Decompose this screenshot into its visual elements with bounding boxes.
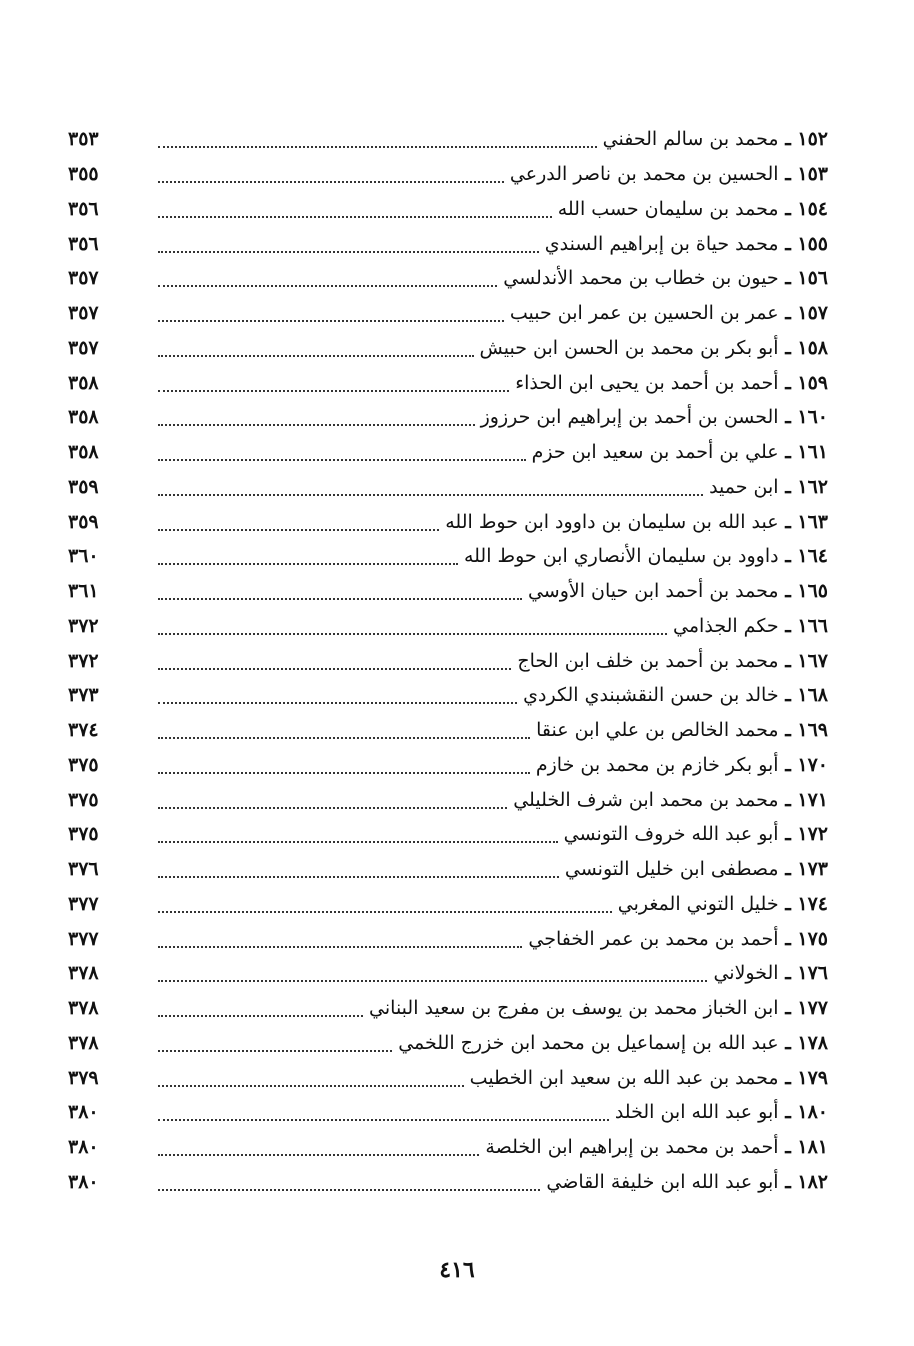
- entry-number: ١٨٠: [797, 1101, 828, 1124]
- dot-leader: [158, 424, 475, 426]
- dot-leader: [158, 146, 597, 148]
- entry-number: ١٧٨: [797, 1031, 828, 1054]
- entry-page-number: ٣٥٧: [68, 302, 99, 325]
- entry-page-number: ٣٧٧: [68, 927, 99, 950]
- toc-entry-text: [532, 441, 828, 463]
- entry-title: أبو عبد الله ابن خليفة القاضي: [546, 1170, 779, 1193]
- dot-leader: [158, 1154, 479, 1156]
- entry-separator: ـ: [778, 858, 798, 881]
- entry-title: داوود بن سليمان الأنصاري ابن حوط الله: [463, 545, 779, 568]
- entry-number: ١٥٢: [797, 128, 828, 151]
- entry-number: ١٦١: [797, 441, 828, 464]
- toc-entry: [68, 504, 828, 539]
- toc-entry: [68, 643, 828, 678]
- entry-title: ابن حميد: [709, 475, 779, 498]
- toc-entry: [68, 296, 828, 331]
- entry-separator: ـ: [778, 614, 798, 637]
- entry-title: أبو عبد الله خروف التونسي: [563, 823, 779, 846]
- toc-entry: [68, 1130, 828, 1165]
- entry-separator: ـ: [778, 1031, 798, 1054]
- entry-separator: ـ: [778, 302, 798, 325]
- table-of-contents: [68, 122, 828, 1199]
- entry-separator: ـ: [778, 336, 798, 359]
- toc-entry: [68, 713, 828, 748]
- entry-title: أحمد بن محمد بن إبراهيم ابن الخلصة: [485, 1136, 779, 1159]
- entry-page-number: ٣٧٩: [68, 1066, 99, 1089]
- toc-entry: [68, 122, 828, 157]
- entry-title: عبد الله بن إسماعيل بن محمد ابن خزرج اللخمي: [398, 1031, 779, 1054]
- dot-leader: [158, 841, 558, 843]
- entry-page-number: ٣٥٧: [68, 336, 99, 359]
- entry-number: ١٨١: [797, 1136, 828, 1159]
- page-number: ٤١٦: [439, 1257, 475, 1283]
- dot-leader: [158, 807, 507, 809]
- entry-page-number: ٣٥٦: [68, 232, 99, 255]
- toc-entry: [68, 1095, 828, 1130]
- dot-leader: [158, 633, 667, 635]
- entry-number: ١٧٢: [797, 823, 828, 846]
- toc-entry: [68, 261, 828, 296]
- dot-leader: [158, 980, 707, 982]
- entry-page-number: ٣٦١: [68, 580, 99, 603]
- entry-title: محمد بن محمد ابن شرف الخليلي: [513, 788, 779, 811]
- entry-number: ١٥٣: [797, 163, 828, 186]
- entry-page-number: ٣٨٠: [68, 1101, 99, 1124]
- entry-separator: ـ: [778, 1066, 798, 1089]
- toc-entry-text: [546, 1171, 828, 1193]
- toc-entry-text: [523, 684, 828, 706]
- toc-entry: [68, 157, 828, 192]
- dot-leader: [158, 946, 522, 948]
- entry-separator: ـ: [778, 371, 798, 394]
- entry-title: خالد بن حسن النقشبندي الكردي: [523, 684, 779, 707]
- entry-separator: ـ: [778, 441, 798, 464]
- entry-separator: ـ: [778, 545, 798, 568]
- toc-entry-text: [528, 580, 828, 602]
- dot-leader: [158, 563, 458, 565]
- toc-entry-text: [673, 615, 828, 637]
- entry-page-number: ٣٥٩: [68, 475, 99, 498]
- toc-entry: [68, 782, 828, 817]
- entry-page-number: ٣٧٥: [68, 753, 99, 776]
- entry-page-number: ٣٥٩: [68, 510, 99, 533]
- dot-leader: [158, 181, 504, 183]
- dot-leader: [158, 390, 509, 392]
- entry-separator: ـ: [778, 997, 798, 1020]
- entry-number: ١٧٠: [797, 753, 828, 776]
- entry-separator: ـ: [778, 510, 798, 533]
- entry-number: ١٧٣: [797, 858, 828, 881]
- entry-number: ١٦٦: [797, 614, 828, 637]
- toc-entry-text: [709, 476, 828, 498]
- toc-entry-text: [615, 1101, 828, 1123]
- dot-leader: [158, 737, 530, 739]
- dot-leader: [158, 355, 474, 357]
- entry-separator: ـ: [778, 719, 798, 742]
- entry-title: محمد بن أحمد بن خلف ابن الحاج: [517, 649, 779, 672]
- dot-leader: [158, 911, 612, 913]
- entry-separator: ـ: [778, 267, 798, 290]
- toc-entry-text: [445, 511, 828, 533]
- toc-entry-text: [528, 928, 828, 950]
- entry-title: عبد الله بن سليمان بن داوود ابن حوط الله: [445, 510, 779, 533]
- entry-page-number: ٣٧٨: [68, 1031, 99, 1054]
- toc-entry-text: [536, 754, 828, 776]
- toc-entry-text: [510, 302, 828, 324]
- toc-entry: [68, 331, 828, 366]
- toc-entry-text: [545, 233, 828, 255]
- toc-entry-text: [464, 545, 828, 567]
- entry-number: ١٧٧: [797, 997, 828, 1020]
- entry-title: أبو عبد الله ابن الخلد: [614, 1101, 779, 1124]
- entry-title: محمد الخالص بن علي ابن عنقا: [536, 719, 779, 742]
- entry-page-number: ٣٥٣: [68, 128, 99, 151]
- entry-number: ١٥٨: [797, 336, 828, 359]
- entry-page-number: ٣٥٧: [68, 267, 99, 290]
- entry-page-number: ٣٥٥: [68, 163, 99, 186]
- dot-leader: [158, 216, 552, 218]
- entry-title: أحمد بن أحمد بن يحيى ابن الحذاء: [515, 371, 779, 394]
- toc-entry: [68, 991, 828, 1026]
- toc-entry-text: [558, 198, 828, 220]
- toc-entry: [68, 609, 828, 644]
- entry-title: حكم الجذامي: [673, 614, 779, 637]
- entry-title: محمد بن عبد الله بن سعيد ابن الخطيب: [469, 1066, 779, 1089]
- dot-leader: [158, 494, 703, 496]
- toc-entry-text: [564, 823, 828, 845]
- entry-number: ١٧٦: [797, 962, 828, 985]
- toc-entry: [68, 1060, 828, 1095]
- entry-number: ١٥٤: [797, 197, 828, 220]
- toc-entry-text: [603, 128, 828, 150]
- entry-separator: ـ: [778, 962, 798, 985]
- entry-separator: ـ: [778, 406, 798, 429]
- entry-title: محمد بن سليمان حسب الله: [557, 197, 779, 220]
- entry-separator: ـ: [778, 128, 798, 151]
- entry-page-number: ٣٧٧: [68, 892, 99, 915]
- toc-entry-text: [485, 1136, 828, 1158]
- dot-leader: [158, 772, 530, 774]
- entry-number: ١٥٧: [797, 302, 828, 325]
- toc-entry: [68, 678, 828, 713]
- toc-entry-text: [470, 1067, 828, 1089]
- dot-leader: [158, 668, 511, 670]
- entry-separator: ـ: [778, 580, 798, 603]
- entry-number: ١٥٦: [797, 267, 828, 290]
- toc-entry: [68, 574, 828, 609]
- entry-separator: ـ: [778, 927, 798, 950]
- dot-leader: [158, 876, 559, 878]
- entry-page-number: ٣٧٤: [68, 719, 99, 742]
- entry-separator: ـ: [778, 1101, 798, 1124]
- entry-number: ١٧١: [797, 788, 828, 811]
- entry-number: ١٦٠: [797, 406, 828, 429]
- dot-leader: [158, 1015, 363, 1017]
- toc-entry-text: [480, 337, 828, 359]
- entry-page-number: ٣٦٠: [68, 545, 99, 568]
- toc-entry: [68, 400, 828, 435]
- entry-separator: ـ: [778, 892, 798, 915]
- entry-separator: ـ: [778, 1170, 798, 1193]
- toc-entry: [68, 887, 828, 922]
- toc-entry: [68, 1026, 828, 1061]
- entry-title: حيون بن خطاب بن محمد الأندلسي: [503, 267, 779, 290]
- entry-separator: ـ: [778, 823, 798, 846]
- dot-leader: [158, 598, 522, 600]
- entry-number: ١٦٥: [797, 580, 828, 603]
- entry-page-number: ٣٧٥: [68, 823, 99, 846]
- toc-entry-text: [618, 893, 828, 915]
- toc-entry-text: [398, 1032, 828, 1054]
- entry-number: ١٧٥: [797, 927, 828, 950]
- entry-number: ١٥٥: [797, 232, 828, 255]
- toc-entry-text: [713, 962, 828, 984]
- toc-entry: [68, 470, 828, 505]
- toc-entry: [68, 748, 828, 783]
- entry-separator: ـ: [778, 197, 798, 220]
- entry-number: ١٧٤: [797, 892, 828, 915]
- toc-entry: [68, 435, 828, 470]
- entry-number: ١٧٩: [797, 1066, 828, 1089]
- entry-number: ١٦٩: [797, 719, 828, 742]
- toc-entry-text: [369, 997, 828, 1019]
- entry-separator: ـ: [778, 684, 798, 707]
- dot-leader: [158, 285, 497, 287]
- entry-title: خليل التوني المغربي: [617, 892, 779, 915]
- toc-entry: [68, 921, 828, 956]
- entry-title: الخولاني: [713, 962, 779, 985]
- entry-title: ابن الخباز محمد بن يوسف بن مفرج بن سعيد البناني: [369, 997, 779, 1020]
- entry-page-number: ٣٨٠: [68, 1170, 99, 1193]
- toc-entry: [68, 817, 828, 852]
- entry-separator: ـ: [778, 232, 798, 255]
- entry-title: محمد بن أحمد ابن حيان الأوسي: [527, 580, 779, 603]
- dot-leader: [158, 529, 439, 531]
- entry-page-number: ٣٧٣: [68, 684, 99, 707]
- entry-separator: ـ: [778, 649, 798, 672]
- entry-separator: ـ: [778, 475, 798, 498]
- entry-title: أبو بكر بن محمد بن الحسن ابن حبيش: [479, 336, 779, 359]
- entry-number: ١٦٢: [797, 475, 828, 498]
- toc-entry-text: [536, 719, 828, 741]
- entry-page-number: ٣٥٦: [68, 197, 99, 220]
- dot-leader: [158, 1050, 392, 1052]
- entry-page-number: ٣٨٠: [68, 1136, 99, 1159]
- entry-separator: ـ: [778, 163, 798, 186]
- entry-number: ١٦٨: [797, 684, 828, 707]
- entry-number: ١٦٤: [797, 545, 828, 568]
- toc-entry-text: [503, 267, 828, 289]
- entry-separator: ـ: [778, 753, 798, 776]
- entry-title: محمد حياة بن إبراهيم السندي: [544, 232, 779, 255]
- entry-page-number: ٣٧٦: [68, 858, 99, 881]
- toc-entry: [68, 192, 828, 227]
- toc-entry-text: [510, 163, 828, 185]
- dot-leader: [158, 1189, 540, 1191]
- entry-page-number: ٣٧٢: [68, 649, 99, 672]
- dot-leader: [158, 702, 517, 704]
- entry-title: الحسن بن أحمد بن إبراهيم ابن حرزوز: [480, 406, 779, 429]
- entry-title: أبو بكر خازم بن محمد بن خازم: [535, 753, 779, 776]
- toc-entry: [68, 852, 828, 887]
- toc-entry-text: [565, 858, 828, 880]
- toc-entry: [68, 956, 828, 991]
- dot-leader: [158, 251, 539, 253]
- dot-leader: [158, 320, 504, 322]
- entry-number: ١٦٣: [797, 510, 828, 533]
- entry-separator: ـ: [778, 1136, 798, 1159]
- entry-title: مصطفى ابن خليل التونسي: [564, 858, 779, 881]
- toc-entry-text: [513, 789, 828, 811]
- toc-entry-text: [515, 372, 828, 394]
- entry-number: ١٨٢: [797, 1170, 828, 1193]
- entry-title: علي بن أحمد بن سعيد ابن حزم: [531, 441, 779, 464]
- toc-entry: [68, 365, 828, 400]
- dot-leader: [158, 1119, 609, 1121]
- entry-page-number: ٣٧٨: [68, 997, 99, 1020]
- toc-entry-text: [517, 650, 828, 672]
- entry-page-number: ٣٧٨: [68, 962, 99, 985]
- dot-leader: [158, 459, 526, 461]
- dot-leader: [158, 1085, 464, 1087]
- toc-entry: [68, 539, 828, 574]
- entry-title: الحسين بن محمد بن ناصر الدرعي: [509, 163, 779, 186]
- entry-separator: ـ: [778, 788, 798, 811]
- entry-number: ١٥٩: [797, 371, 828, 394]
- toc-entry: [68, 1165, 828, 1200]
- entry-page-number: ٣٥٨: [68, 406, 99, 429]
- entry-title: محمد بن سالم الحفني: [602, 128, 779, 151]
- entry-page-number: ٣٧٥: [68, 788, 99, 811]
- entry-title: عمر بن الحسين بن عمر ابن حبيب: [509, 302, 779, 325]
- entry-page-number: ٣٥٨: [68, 371, 99, 394]
- toc-entry-text: [481, 406, 828, 428]
- entry-title: أحمد بن محمد بن عمر الخفاجي: [528, 927, 779, 950]
- entry-number: ١٦٧: [797, 649, 828, 672]
- toc-entry: [68, 226, 828, 261]
- entry-page-number: ٣٥٨: [68, 441, 99, 464]
- entry-page-number: ٣٧٢: [68, 614, 99, 637]
